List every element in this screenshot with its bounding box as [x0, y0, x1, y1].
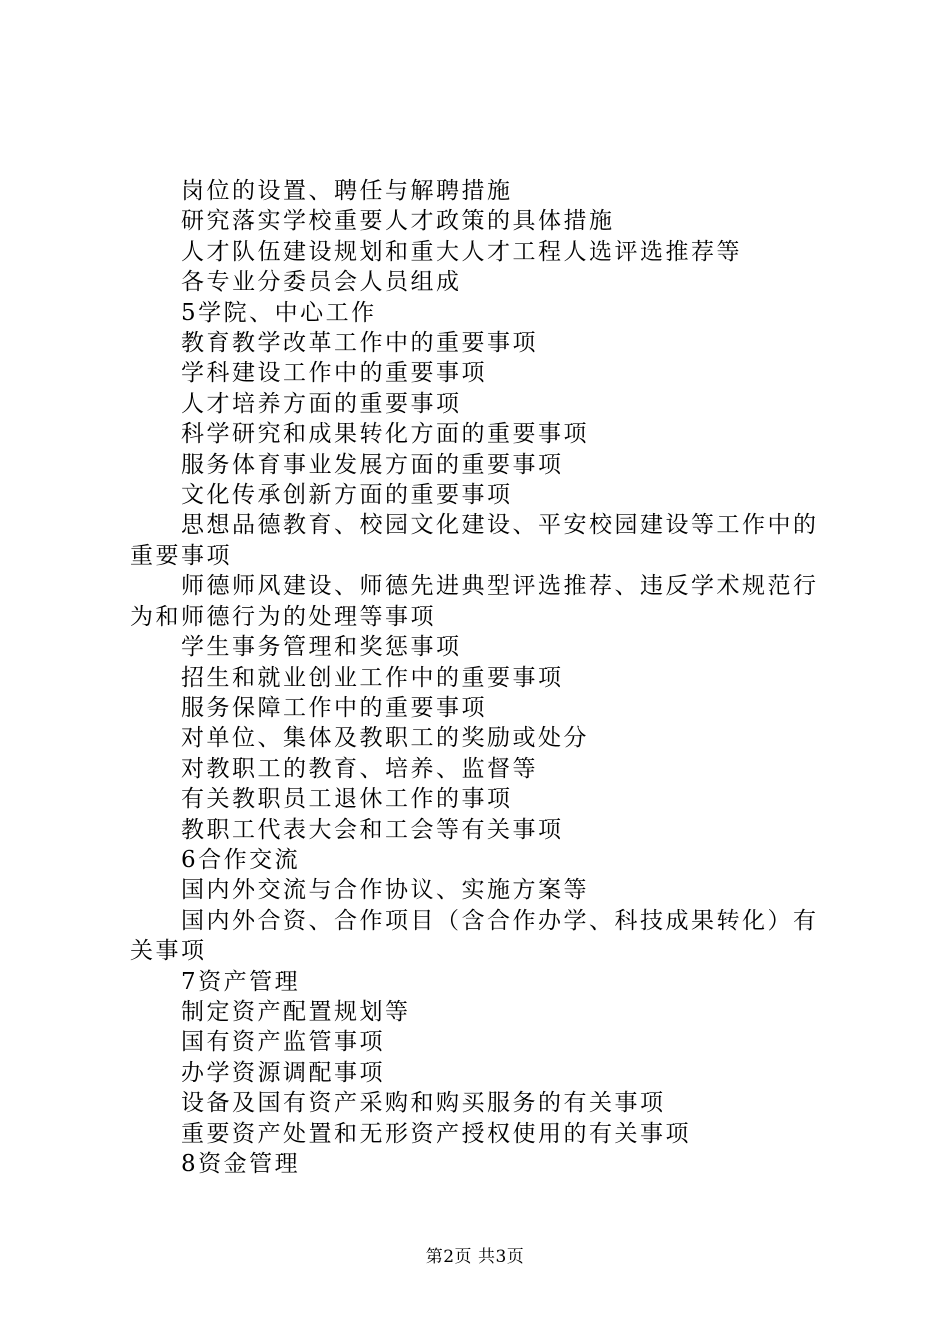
text-paragraph: 国内外合资、合作项目（含合作办学、科技成果转化）有关事项: [130, 907, 819, 965]
text-line: 岗位的设置、聘任与解聘措施: [181, 178, 513, 204]
text-line: 服务保障工作中的重要事项: [181, 694, 487, 721]
text-line: 国有资产监管事项: [181, 1029, 385, 1056]
text-line: 办学资源调配事项: [181, 1059, 385, 1086]
text-line: 研究落实学校重要人才政策的具体措施: [181, 208, 615, 235]
text-line: 科学研究和成果转化方面的重要事项: [181, 421, 589, 448]
text-line: 教育教学改革工作中的重要事项: [181, 330, 538, 357]
text-line: 制定资产配置规划等: [181, 998, 411, 1025]
text-line: 人才队伍建设规划和重大人才工程人选评选推荐等: [181, 238, 742, 265]
section-heading: 5学院、中心工作: [181, 299, 377, 326]
text-line: 文化传承创新方面的重要事项: [181, 482, 513, 509]
text-line: 学科建设工作中的重要事项: [181, 360, 487, 387]
page-number-footer: 第2页 共3页: [425, 1247, 525, 1267]
text-line: 服务体育事业发展方面的重要事项: [181, 451, 564, 478]
section-heading: 8资金管理: [181, 1151, 301, 1177]
text-line: 招生和就业创业工作中的重要事项: [181, 664, 564, 691]
text-line: 有关教职员工退休工作的事项: [181, 786, 513, 813]
text-paragraph: 思想品德教育、校园文化建设、平安校园建设等工作中的重要事项: [130, 512, 819, 569]
text-line: 学生事务管理和奖惩事项: [181, 634, 462, 661]
text-paragraph: 师德师风建设、师德先进典型评选推荐、违反学术规范行为和师德行为的处理等事项: [130, 573, 819, 630]
section-heading: 7资产管理: [181, 968, 301, 995]
text-line: 人才培养方面的重要事项: [181, 390, 462, 417]
text-line: 对教职工的教育、培养、监督等: [181, 755, 538, 782]
text-line: 设备及国有资产采购和购买服务的有关事项: [181, 1090, 666, 1117]
text-line: 对单位、集体及教职工的奖励或处分: [181, 725, 589, 752]
text-line: 重要资产处置和无形资产授权使用的有关事项: [181, 1120, 691, 1147]
document-body: [130, 176, 832, 1179]
text-line: 各专业分委员会人员组成: [181, 269, 462, 296]
text-line: 教职工代表大会和工会等有关事项: [181, 816, 564, 843]
text-line: 国内外交流与合作协议、实施方案等: [181, 877, 589, 904]
section-heading: 6合作交流: [181, 846, 301, 873]
